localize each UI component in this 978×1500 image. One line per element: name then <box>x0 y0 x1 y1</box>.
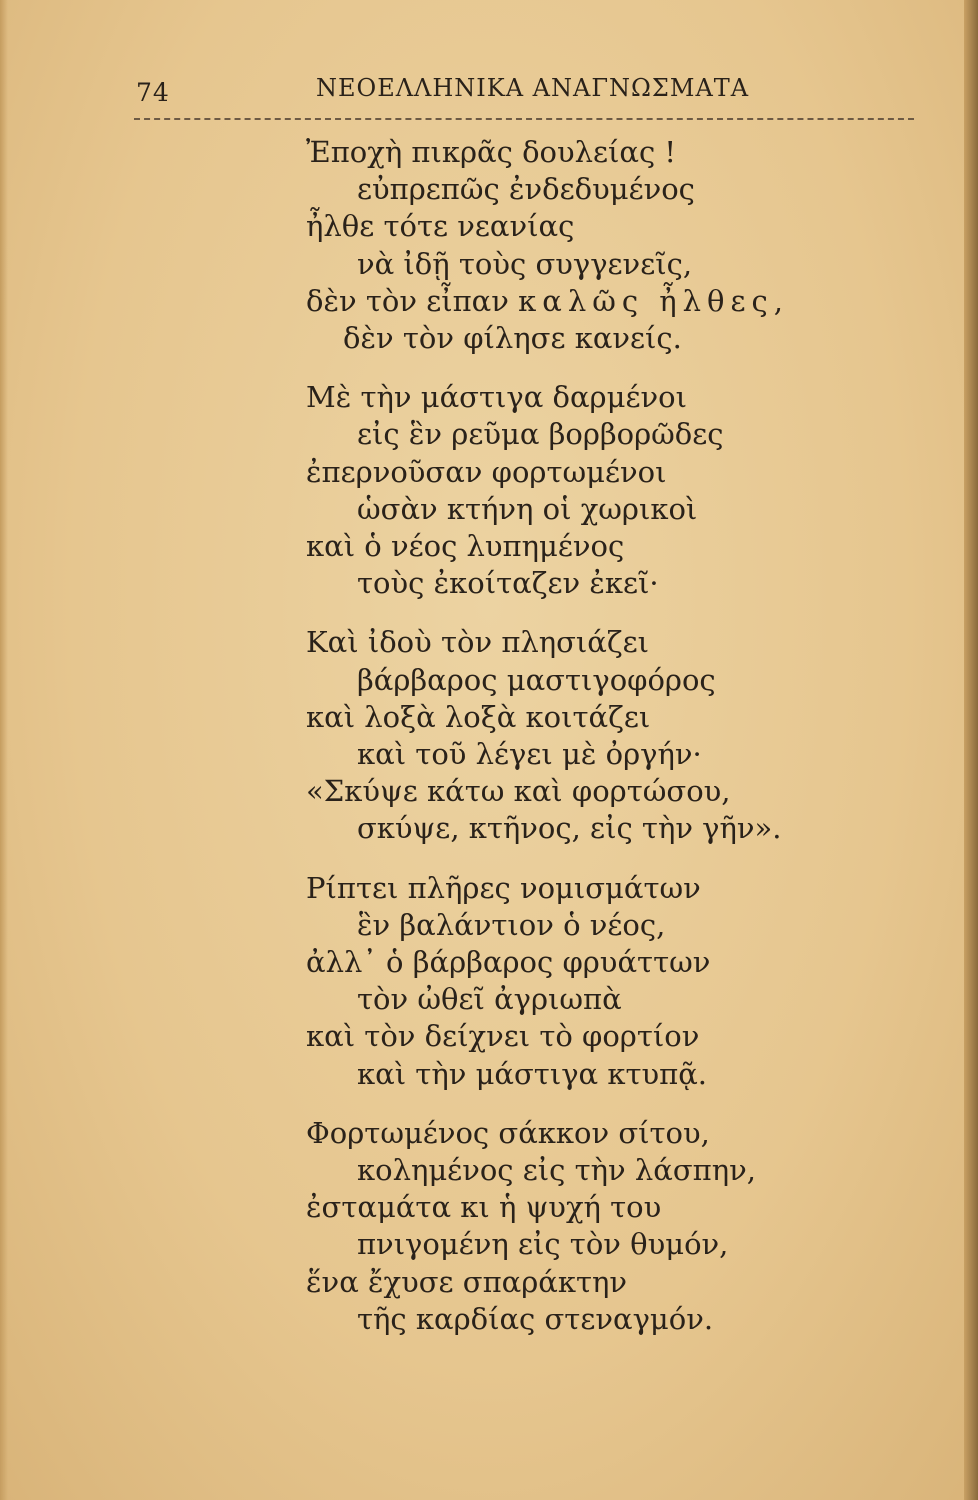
running-title: ΝΕΟΕΛΛΗΝΙΚΑ ΑΝΑΓΝΩΣΜΑΤΑ <box>316 74 750 102</box>
page-number: 74 <box>136 78 170 107</box>
poem <box>0 134 978 1360</box>
poem-line: ἕνα ἔχυσε σπαράκτην <box>306 1264 628 1299</box>
poem-line: ἦλθε τότε νεανίας <box>306 209 575 244</box>
poem-line: Φορτωμένος σάκκον σίτου, <box>306 1115 710 1150</box>
poem-line: σκύψε, κτῆνος, εἰς τὴν γῆν». <box>357 811 782 846</box>
poem-line: τῆς καρδίας στεναγμόν. <box>357 1301 714 1336</box>
poem-line: πνιγομένη εἰς τὸν θυμόν, <box>357 1227 729 1262</box>
poem-line: ἓν βαλάντιον ὁ νέος, <box>357 907 666 942</box>
poem-line: ἐπερνοῦσαν φορτωμένοι <box>306 454 667 489</box>
poem-line: Ρίπτει πλῆρες νομισμάτων <box>306 870 701 905</box>
stanza-5 <box>0 1115 978 1338</box>
poem-line: Μὲ τὴν μάστιγα δαρμένοι <box>306 380 687 415</box>
stanza-3 <box>0 624 978 847</box>
stanza-1 <box>0 134 978 357</box>
stanza-4 <box>0 870 978 1093</box>
poem-line: καὶ τὴν μάστιγα κτυπᾷ. <box>357 1056 707 1091</box>
poem-line: ἐσταμάτα κι ἡ ψυχή του <box>306 1190 662 1225</box>
poem-line: τοὺς ἐκοίταζεν ἐκεῖ· <box>357 566 659 601</box>
header-rule <box>134 118 914 120</box>
poem-line <box>0 283 978 320</box>
poem-line: Ἐποχὴ πικρᾶς δουλείας ! <box>306 135 677 169</box>
poem-line: «Σκύψε κάτω καὶ φορτώσου, <box>306 774 731 809</box>
poem-line: ἀλλ᾽ ὁ βάρβαρος φρυάττων <box>306 945 711 980</box>
poem-line: καὶ τὸν δείχνει τὸ φορτίον <box>306 1019 700 1054</box>
spaced-emphasis: καλῶς ἦλθες, <box>518 283 790 318</box>
poem-line: ὡσὰν κτήνη οἱ χωρικοὶ <box>357 491 698 526</box>
poem-line: τὸν ὠθεῖ ἀγριωπὰ <box>357 982 622 1017</box>
stanza-2 <box>0 379 978 602</box>
poem-line: εἰς ἓν ρεῦμα βορβορῶδες <box>357 417 724 452</box>
poem-line: εὐπρεπῶς ἐνδεδυμένος <box>357 172 695 207</box>
poem-line: καὶ ὁ νέος λυπημένος <box>306 529 625 564</box>
poem-line: κολημένος εἰς τὴν λάσπην, <box>357 1153 756 1188</box>
page-header <box>136 72 916 112</box>
poem-line: καὶ τοῦ λέγει μὲ ὀργήν· <box>357 737 702 772</box>
poem-line: νὰ ἰδῇ τοὺς συγγενεῖς, <box>357 246 693 281</box>
poem-line-part: δὲν τὸν εἶπαν <box>306 283 519 318</box>
poem-line: δὲν τὸν φίλησε κανείς. <box>343 321 682 356</box>
poem-line: Καὶ ἰδοὺ τὸν πλησιάζει <box>306 625 650 660</box>
poem-line: καὶ λοξὰ λοξὰ κοιτάζει <box>306 699 651 734</box>
poem-line: βάρβαρος μαστιγοφόρος <box>357 662 716 697</box>
